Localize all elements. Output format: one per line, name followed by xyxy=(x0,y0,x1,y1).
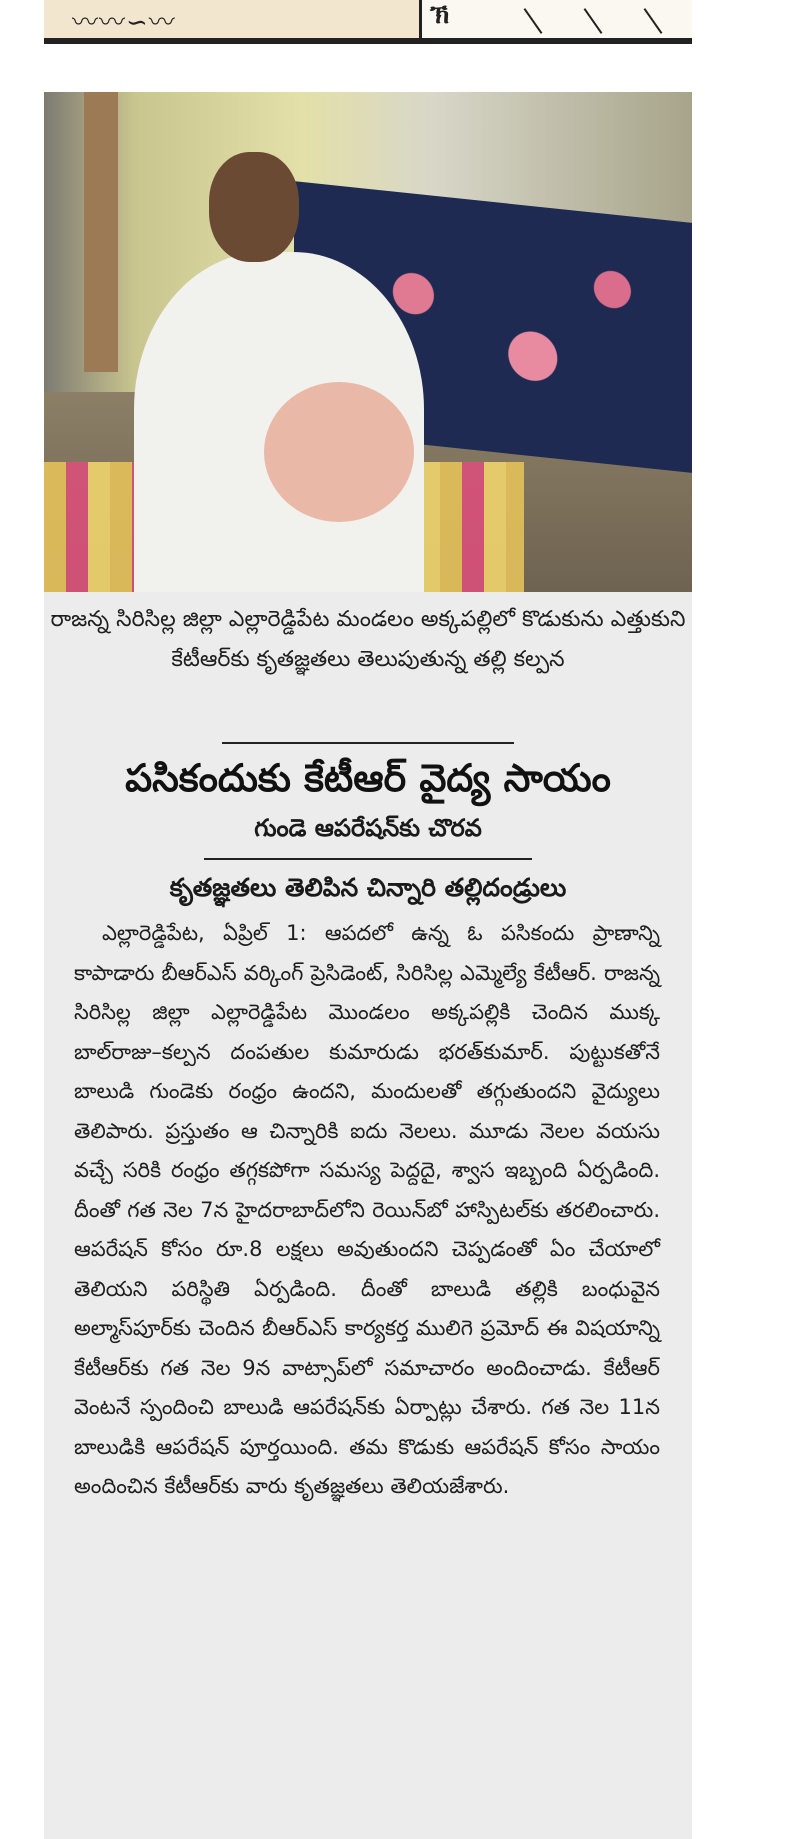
headline: పసికందుకు కేటీఆర్ వైద్య సాయం xyxy=(125,756,611,800)
caption-divider xyxy=(222,742,514,744)
photo-caption: రాజన్న సిరిసిల్ల జిల్లా ఎల్లారెడ్డిపేట మండలం అక్కపల్లిలో కొడుకును ఎత్తుకుని కేటీఆర్‌కు కృతజ్ఞతలు తెలుపుతున్న తల్లి కల్పన xyxy=(50,607,686,672)
mother-figure xyxy=(114,132,424,592)
subhead-divider xyxy=(204,858,532,860)
news-article xyxy=(44,92,692,1839)
article-photo xyxy=(44,92,692,592)
kicker: కృతజ్ఞతలు తెలిపిన చిన్నారి తల్లిదండ్రులు xyxy=(169,873,567,902)
article-body: ఎల్లారెడ్డిపేట, ఏప్రిల్ 1: ఆపదలో ఉన్న ఓ పసికందు ప్రాణాన్ని కాపాడారు బీఆర్‌ఎస్ వర్కింగ్ ప్రెసిడెంట్, సిరిసిల్ల ఎమ్మెల్యే కేటీఆర్. రాజన్న సిరిసిల్ల జిల్లా ఎల్లారెడ్డిపేట మొండలం అక్కపల్లికి చెందిన ముక్క బాల్‌రాజు–కల్పన దంపతుల కుమారుడు భరత్‌కుమార్. పుట్టుకతోనే బాలుడి గుండెకు రంధ్రం ఉందని, మందులతో తగ్గుతుందని వైద్యులు తెలిపారు. ప్రస్తుతం ఆ చిన్నారికి ఐదు నెలలు. మూడు నెలల వయసు వచ్చే సరికి రంధ్రం తగ్గకపోగా సమస్య పెద్దదై, శ్వాస ఇబ్బంది ఏర్పడింది. దీంతో గత నెల 7న హైదరాబాద్‌లోని రెయిన్‌బో హాస్పిటల్‌కు తరలించారు. ఆపరేషన్ కోసం రూ.8 లక్షలు అవుతుందని చెప్పడంతో ఏం చేయాలో తెలియని పరిస్థితి ఏర్పడింది. దీంతో బాలుడి తల్లికి బంధువైన అల్మాస్‌పూర్‌కు చెందిన బీఆర్‌ఎస్ కార్యకర్త ములిగె ప్రమోద్ ఈ విషయాన్ని కేటీఆర్‌కు గత నెల 9న వాట్సాప్‌లో సమాచారం అందించాడు. కేటీఆర్ వెంటనే స్పందించి బాలుడి ఆపరేషన్‌కు ఏర్పాట్లు చేశారు. గత నెల 11న బాలుడికి ఆపరేషన్ పూర్తయింది. తమ కొడుకు ఆపరేషన్ కోసం సాయం అందించిన కేటీఆర్‌కు వారు కృతజ్ఞతలు తెలియజేశారు. xyxy=(74,921,660,1498)
baby-figure xyxy=(264,382,414,522)
subheadline: గుండె ఆపరేషన్‌కు చొరవ xyxy=(254,814,482,842)
cartoon-scribble: 〰〰∽〰 xyxy=(72,8,176,38)
cartoon-panel xyxy=(419,0,692,38)
cartoon-strip xyxy=(44,0,692,44)
cartoon-glyph: ኽ xyxy=(430,0,450,30)
